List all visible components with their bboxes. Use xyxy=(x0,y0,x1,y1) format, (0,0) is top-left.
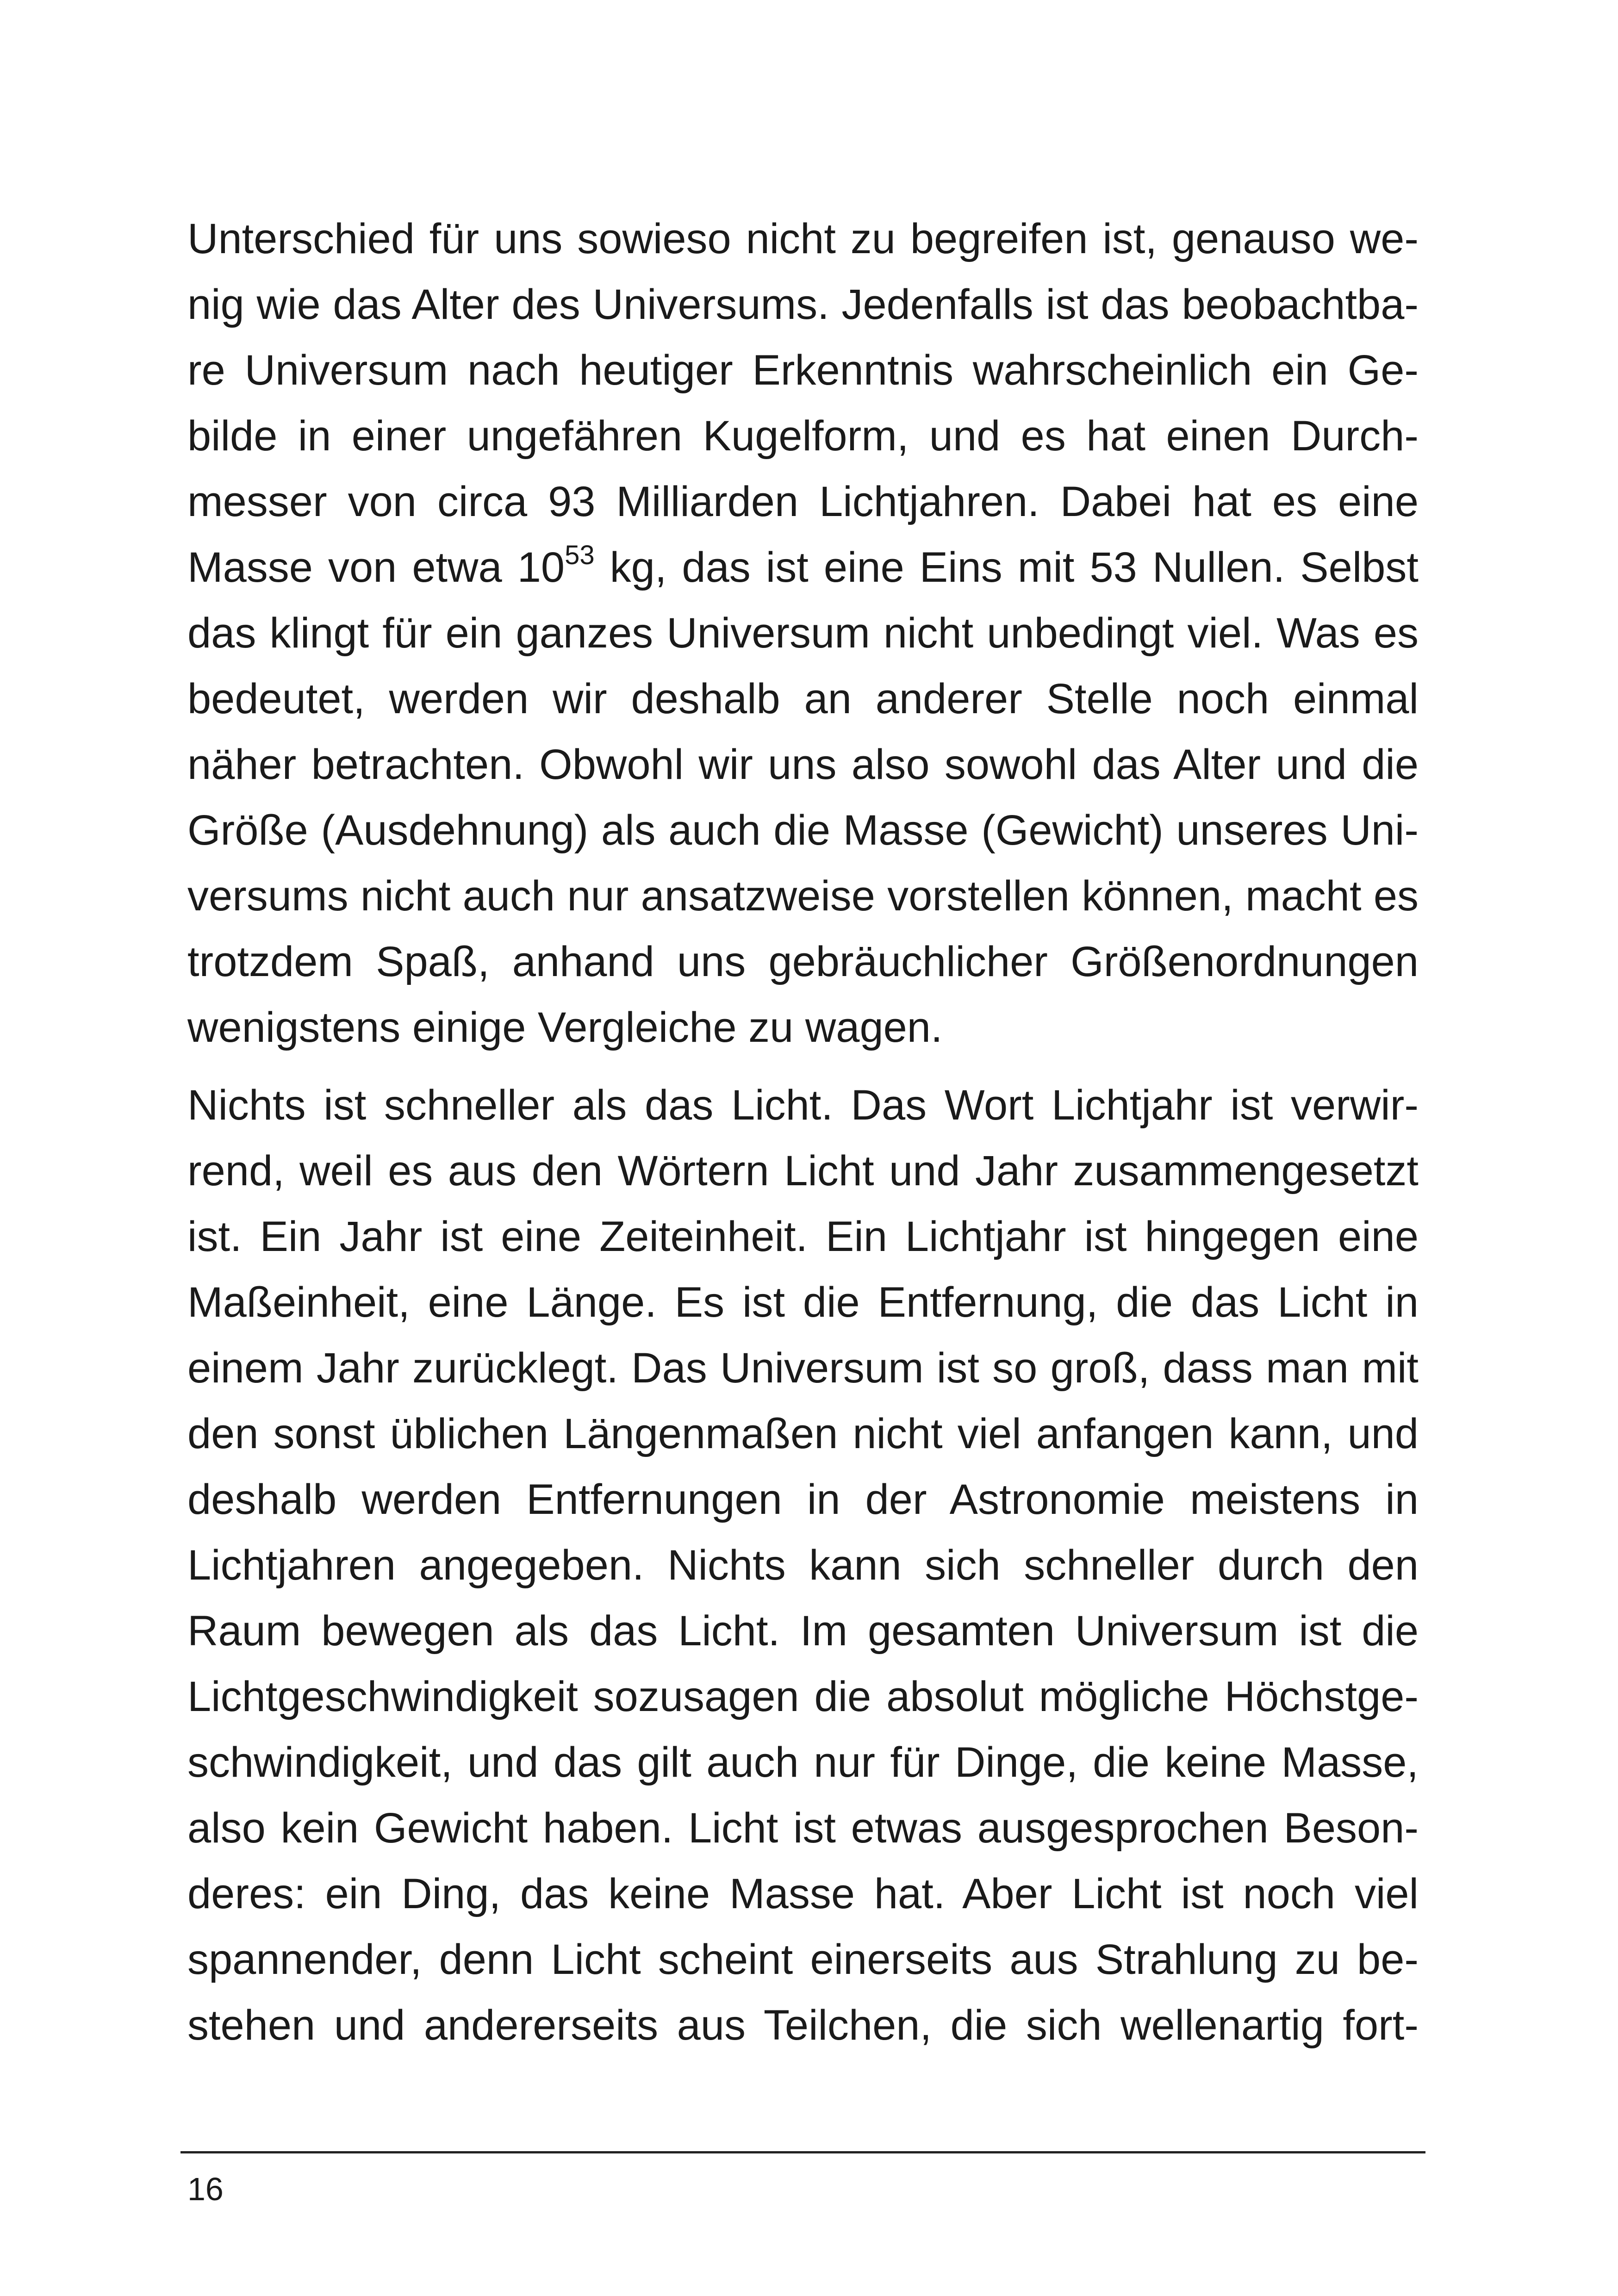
text-line: Unterschied für uns sowieso nicht zu begreifen ist, genauso we- xyxy=(187,215,1419,262)
text-line: stehen und andererseits aus Teilchen, die sich wellenartig fort- xyxy=(187,2002,1419,2049)
text-line: Größe (Ausdehnung) als auch die Masse (Gewicht) unseres Uni- xyxy=(187,807,1419,854)
text-line: rend, weil es aus den Wörtern Licht und Jahr zusammengesetzt xyxy=(187,1147,1419,1195)
text-line: Lichtjahren angegeben. Nichts kann sich schneller durch den xyxy=(187,1542,1419,1589)
text-line: einem Jahr zurücklegt. Das Universum ist so groß, dass man mit xyxy=(187,1344,1419,1392)
exponent: 53 xyxy=(565,540,595,570)
text-line: bilde in einer ungefähren Kugelform, und es hat einen Durch- xyxy=(187,412,1419,460)
text-line: bedeutet, werden wir deshalb an anderer Stelle noch einmal xyxy=(187,675,1419,722)
text-line: Maßeinheit, eine Länge. Es ist die Entfernung, die das Licht in xyxy=(187,1279,1419,1326)
text-line: Raum bewegen als das Licht. Im gesamten Universum ist die xyxy=(187,1607,1419,1655)
mass-text-after: kg, das ist eine Eins mit 53 Nullen. Selbst xyxy=(594,544,1419,591)
text-line: messer von circa 93 Milliarden Lichtjahren. Dabei hat es eine xyxy=(187,478,1419,525)
text-line: nig wie das Alter des Universums. Jedenfalls ist das beobachtba- xyxy=(187,281,1419,328)
paragraph-light-speed xyxy=(187,1072,1419,2058)
text-line: näher betrachten. Obwohl wir uns also sowohl das Alter und die xyxy=(187,741,1419,788)
text-line: wenigstens einige Vergleiche zu wagen. xyxy=(187,1004,943,1051)
footer-divider xyxy=(180,2151,1425,2153)
text-line: den sonst üblichen Längenmaßen nicht viel anfangen kann, und xyxy=(187,1410,1419,1457)
text-line: Nichts ist schneller als das Licht. Das Wort Lichtjahr ist verwir- xyxy=(187,1082,1419,1129)
text-line: re Universum nach heutiger Erkenntnis wahrscheinlich ein Ge- xyxy=(187,347,1419,394)
text-line: spannender, denn Licht scheint einerseits aus Strahlung zu be- xyxy=(187,1936,1419,1983)
text-line: trotzdem Spaß, anhand uns gebräuchlicher Größenordnungen xyxy=(187,938,1419,985)
text-line: Lichtgeschwindigkeit sozusagen die absolut mögliche Höchstge- xyxy=(187,1673,1419,1720)
text-line: also kein Gewicht haben. Licht ist etwas ausgesprochen Beson- xyxy=(187,1804,1419,1852)
text-line: deres: ein Ding, das keine Masse hat. Aber Licht ist noch viel xyxy=(187,1870,1419,1917)
mass-text-before: Masse von etwa 10 xyxy=(187,544,565,591)
text-line: versums nicht auch nur ansatzweise vorstellen können, macht es xyxy=(187,872,1419,920)
page-number: 16 xyxy=(187,2171,224,2207)
text-line: ist. Ein Jahr ist eine Zeiteinheit. Ein Lichtjahr ist hingegen eine xyxy=(187,1213,1419,1260)
text-line: das klingt für ein ganzes Universum nicht unbedingt viel. Was es xyxy=(187,610,1419,657)
text-line: deshalb werden Entfernungen in der Astronomie meistens in xyxy=(187,1476,1419,1523)
text-line-mass xyxy=(187,535,1419,600)
text-line: schwindigkeit, und das gilt auch nur für Dinge, die keine Masse, xyxy=(187,1739,1419,1786)
paragraph-universe-size xyxy=(187,206,1419,1060)
